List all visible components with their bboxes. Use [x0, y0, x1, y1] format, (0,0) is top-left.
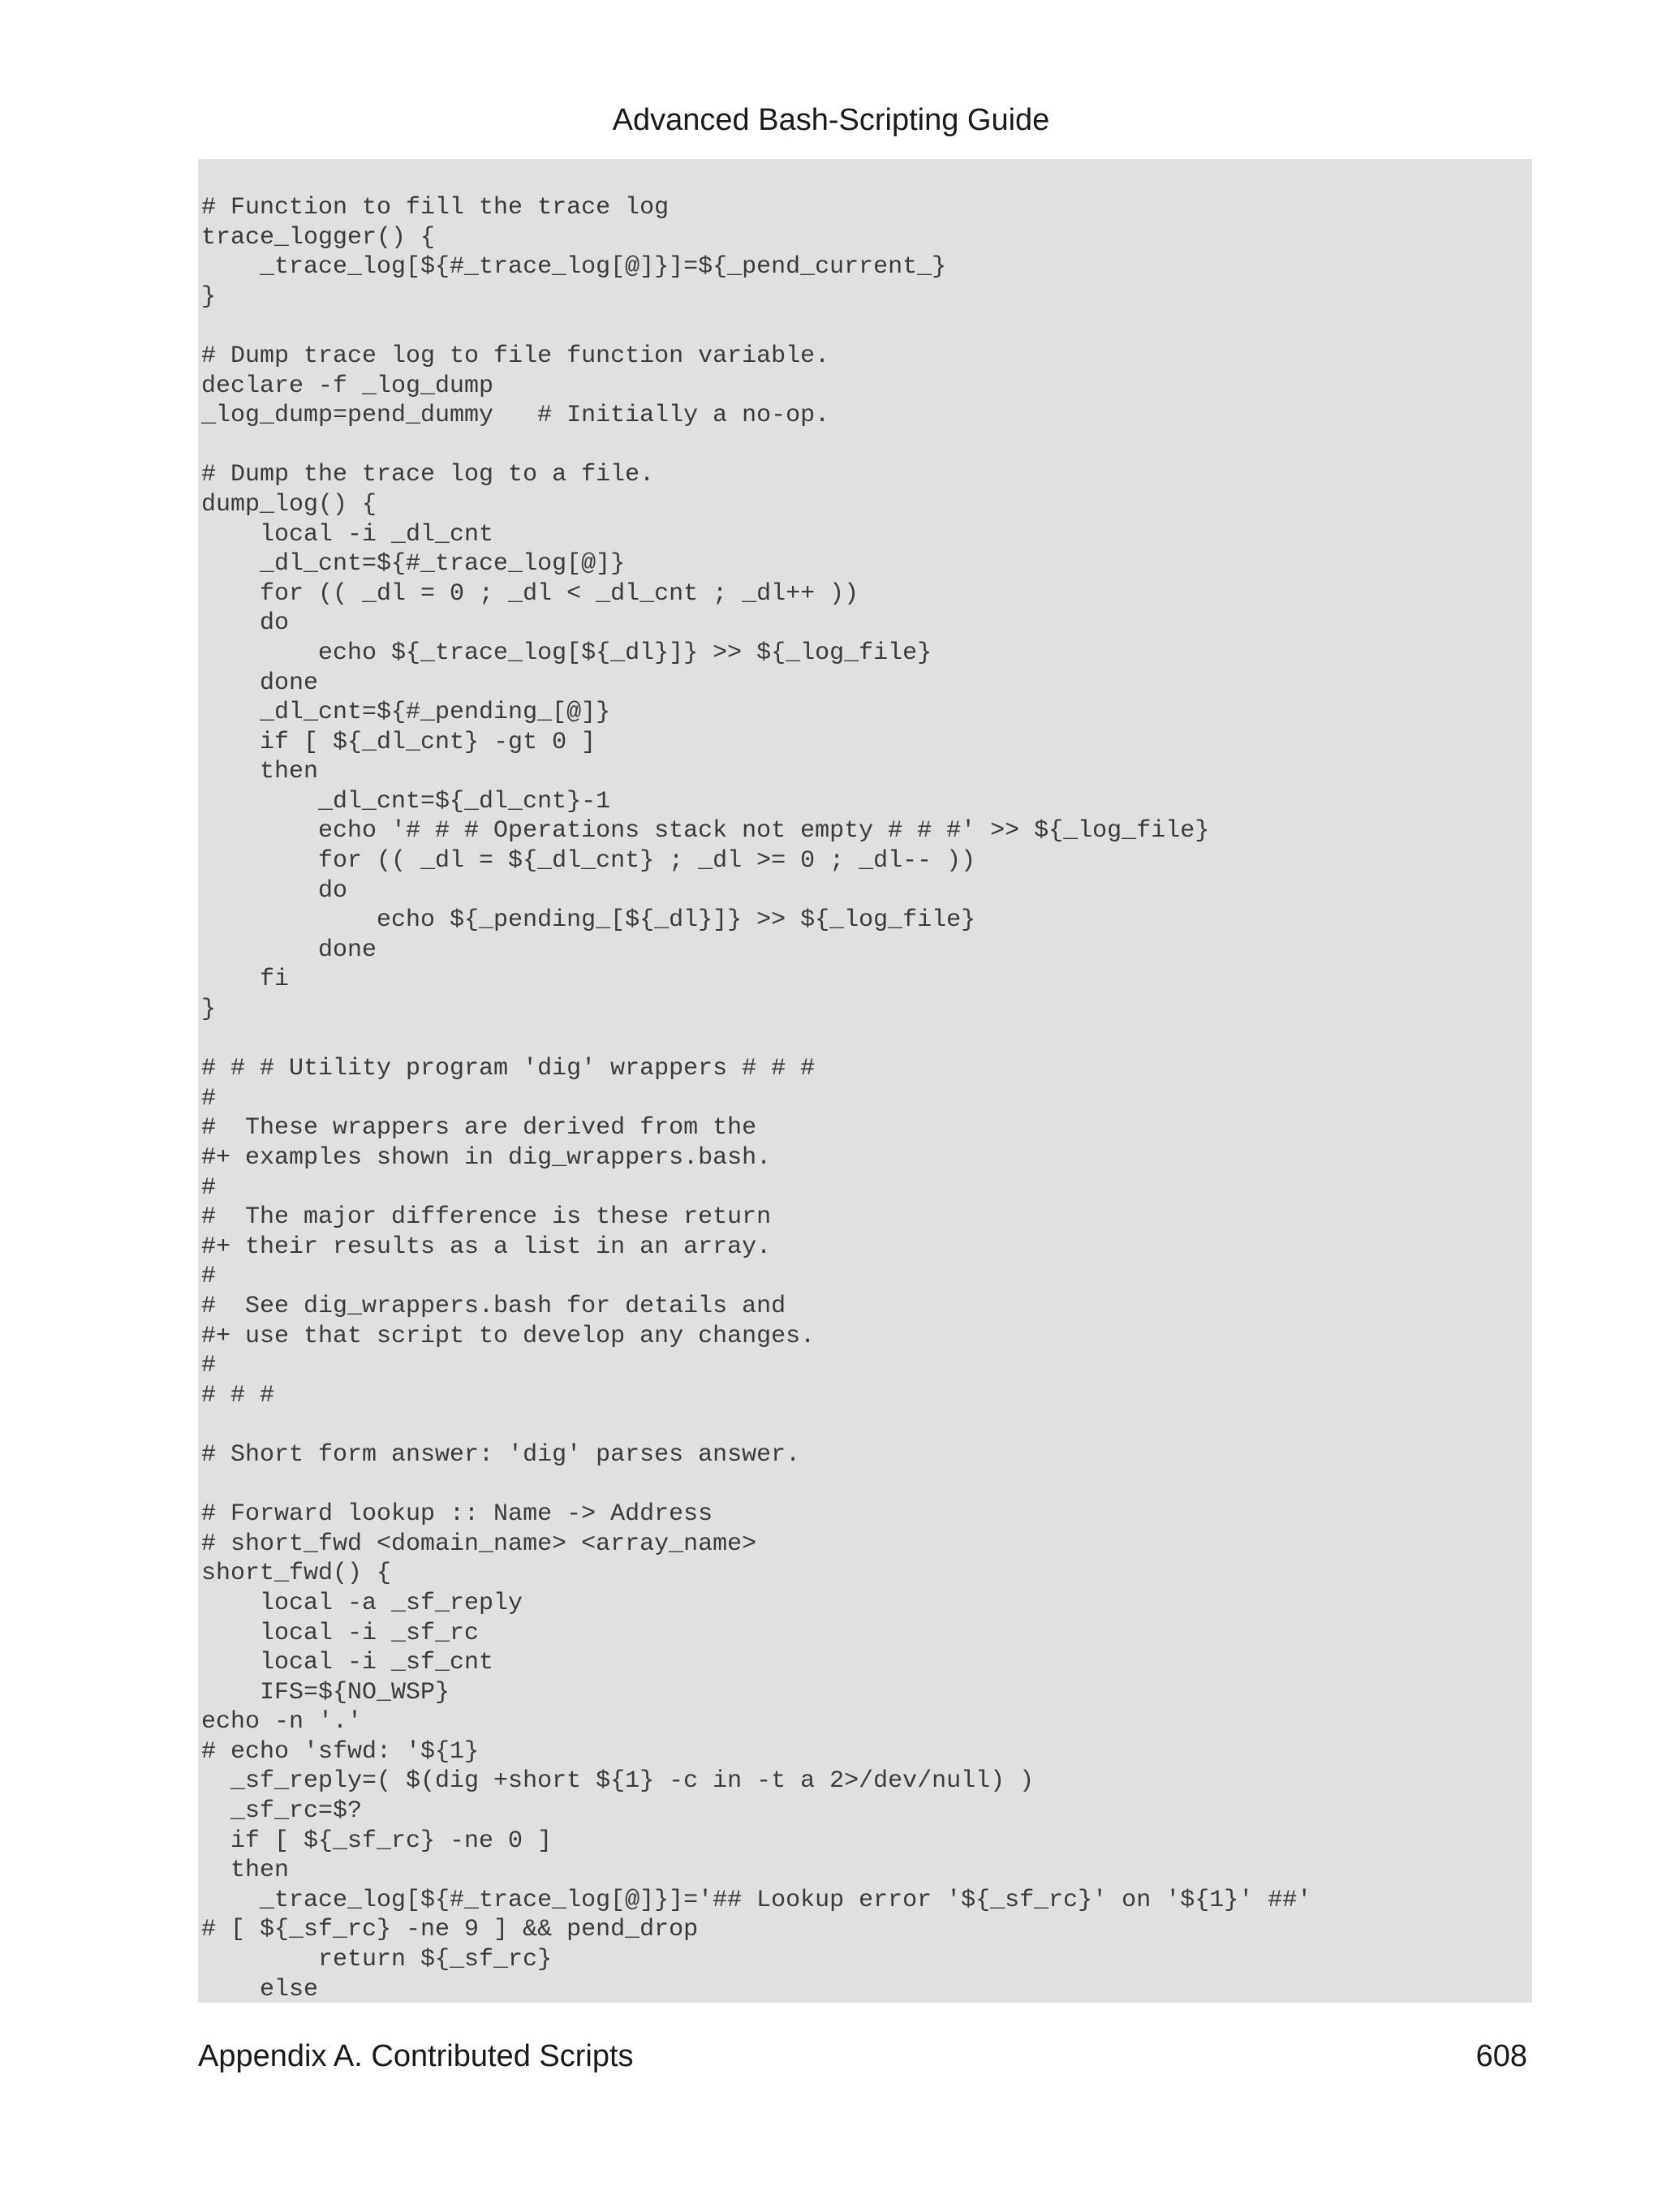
- code-line: then: [201, 1857, 290, 1885]
- code-line: #: [201, 1352, 217, 1380]
- code-line: if [ ${_sf_rc} -ne 0 ]: [201, 1827, 553, 1855]
- code-line: local -i _dl_cnt: [201, 520, 494, 549]
- code-line: _dl_cnt=${#_pending_[@]}: [201, 699, 611, 727]
- footer-section-title: Appendix A. Contributed Scripts: [198, 2039, 634, 2073]
- code-line: [201, 1410, 1532, 1440]
- code-line: # Dump the trace log to a file.: [201, 461, 655, 489]
- code-line: done: [201, 669, 319, 697]
- code-line: then: [201, 758, 319, 786]
- code-line: done: [201, 936, 377, 964]
- code-line: IFS=${NO_WSP}: [201, 1678, 450, 1706]
- code-line: # Dump trace log to file function variable.: [201, 342, 830, 370]
- code-line: # # # Utility program 'dig' wrappers # # #: [201, 1055, 816, 1083]
- code-line: #+ examples shown in dig_wrappers.bash.: [201, 1144, 772, 1172]
- code-line: declare -f _log_dump: [201, 372, 494, 400]
- code-listing: [198, 159, 1532, 2003]
- code-line: # These wrappers are derived from the: [201, 1114, 757, 1143]
- code-line: trace_logger() {: [201, 223, 436, 252]
- code-line: for (( _dl = ${_dl_cnt} ; _dl >= 0 ; _dl-- )): [201, 847, 976, 876]
- code-line: _trace_log[${#_trace_log[@]}]=${_pend_current_}: [201, 253, 947, 282]
- code-line: # The major difference is these return: [201, 1203, 772, 1232]
- code-line: }: [201, 282, 217, 311]
- code-line: _sf_rc=$?: [201, 1797, 363, 1826]
- code-line: if [ ${_dl_cnt} -gt 0 ]: [201, 728, 596, 756]
- code-line: [201, 431, 1532, 461]
- code-line: # Forward lookup :: Name -> Address: [201, 1500, 713, 1529]
- code-line: short_fwd() {: [201, 1560, 392, 1588]
- code-line: _sf_reply=( $(dig +short ${1} -c in -t a 2>/dev/null) ): [201, 1767, 1035, 1796]
- code-line: fi: [201, 966, 290, 994]
- code-line: _log_dump=pend_dummy # Initially a no-op.: [201, 402, 830, 430]
- code-line: echo ${_pending_[${_dl}]} >> ${_log_file}: [201, 906, 976, 935]
- code-line: do: [201, 609, 290, 638]
- code-line: _dl_cnt=${_dl_cnt}-1: [201, 787, 611, 816]
- code-line: # echo 'sfwd: '${1}: [201, 1737, 480, 1766]
- code-line: # Short form answer: 'dig' parses answer.: [201, 1440, 801, 1469]
- page-header-title: Advanced Bash-Scripting Guide: [612, 103, 1050, 137]
- code-line: # [ ${_sf_rc} -ne 9 ] && pend_drop: [201, 1916, 699, 1944]
- code-line: _dl_cnt=${#_trace_log[@]}: [201, 550, 626, 579]
- code-line: do: [201, 876, 348, 905]
- code-line: echo ${_trace_log[${_dl}]} >> ${_log_file}: [201, 639, 932, 667]
- code-line: _trace_log[${#_trace_log[@]}]='## Lookup error '${_sf_rc}' on '${1}' ##': [201, 1886, 1312, 1914]
- code-line: #+ their results as a list in an array.: [201, 1233, 772, 1261]
- code-line: }: [201, 996, 217, 1024]
- code-line: echo '# # # Operations stack not empty # # #' >> ${_log_file}: [201, 817, 1210, 846]
- code-line: #+ use that script to develop any changes.: [201, 1322, 816, 1350]
- code-line: #: [201, 1173, 217, 1202]
- code-line: # # #: [201, 1381, 275, 1409]
- code-line: [201, 312, 1532, 342]
- code-line: # See dig_wrappers.bash for details and: [201, 1292, 786, 1320]
- code-line: # Function to fill the trace log: [201, 194, 670, 222]
- code-line: [201, 1025, 1532, 1055]
- code-line: local -i _sf_rc: [201, 1619, 480, 1647]
- code-line: local -a _sf_reply: [201, 1589, 523, 1617]
- code-line: else: [201, 1975, 319, 2003]
- code-line: for (( _dl = 0 ; _dl < _dl_cnt ; _dl++ )): [201, 579, 859, 608]
- code-line: [201, 1470, 1532, 1500]
- code-line: #: [201, 1084, 217, 1112]
- code-line: # short_fwd <domain_name> <array_name>: [201, 1530, 757, 1558]
- code-line: local -i _sf_cnt: [201, 1649, 494, 1677]
- code-line: return ${_sf_rc}: [201, 1946, 553, 1974]
- footer-page-number: 608: [1475, 2039, 1527, 2073]
- code-line: dump_log() {: [201, 490, 377, 519]
- code-line: #: [201, 1263, 217, 1291]
- code-line: echo -n '.': [201, 1708, 363, 1736]
